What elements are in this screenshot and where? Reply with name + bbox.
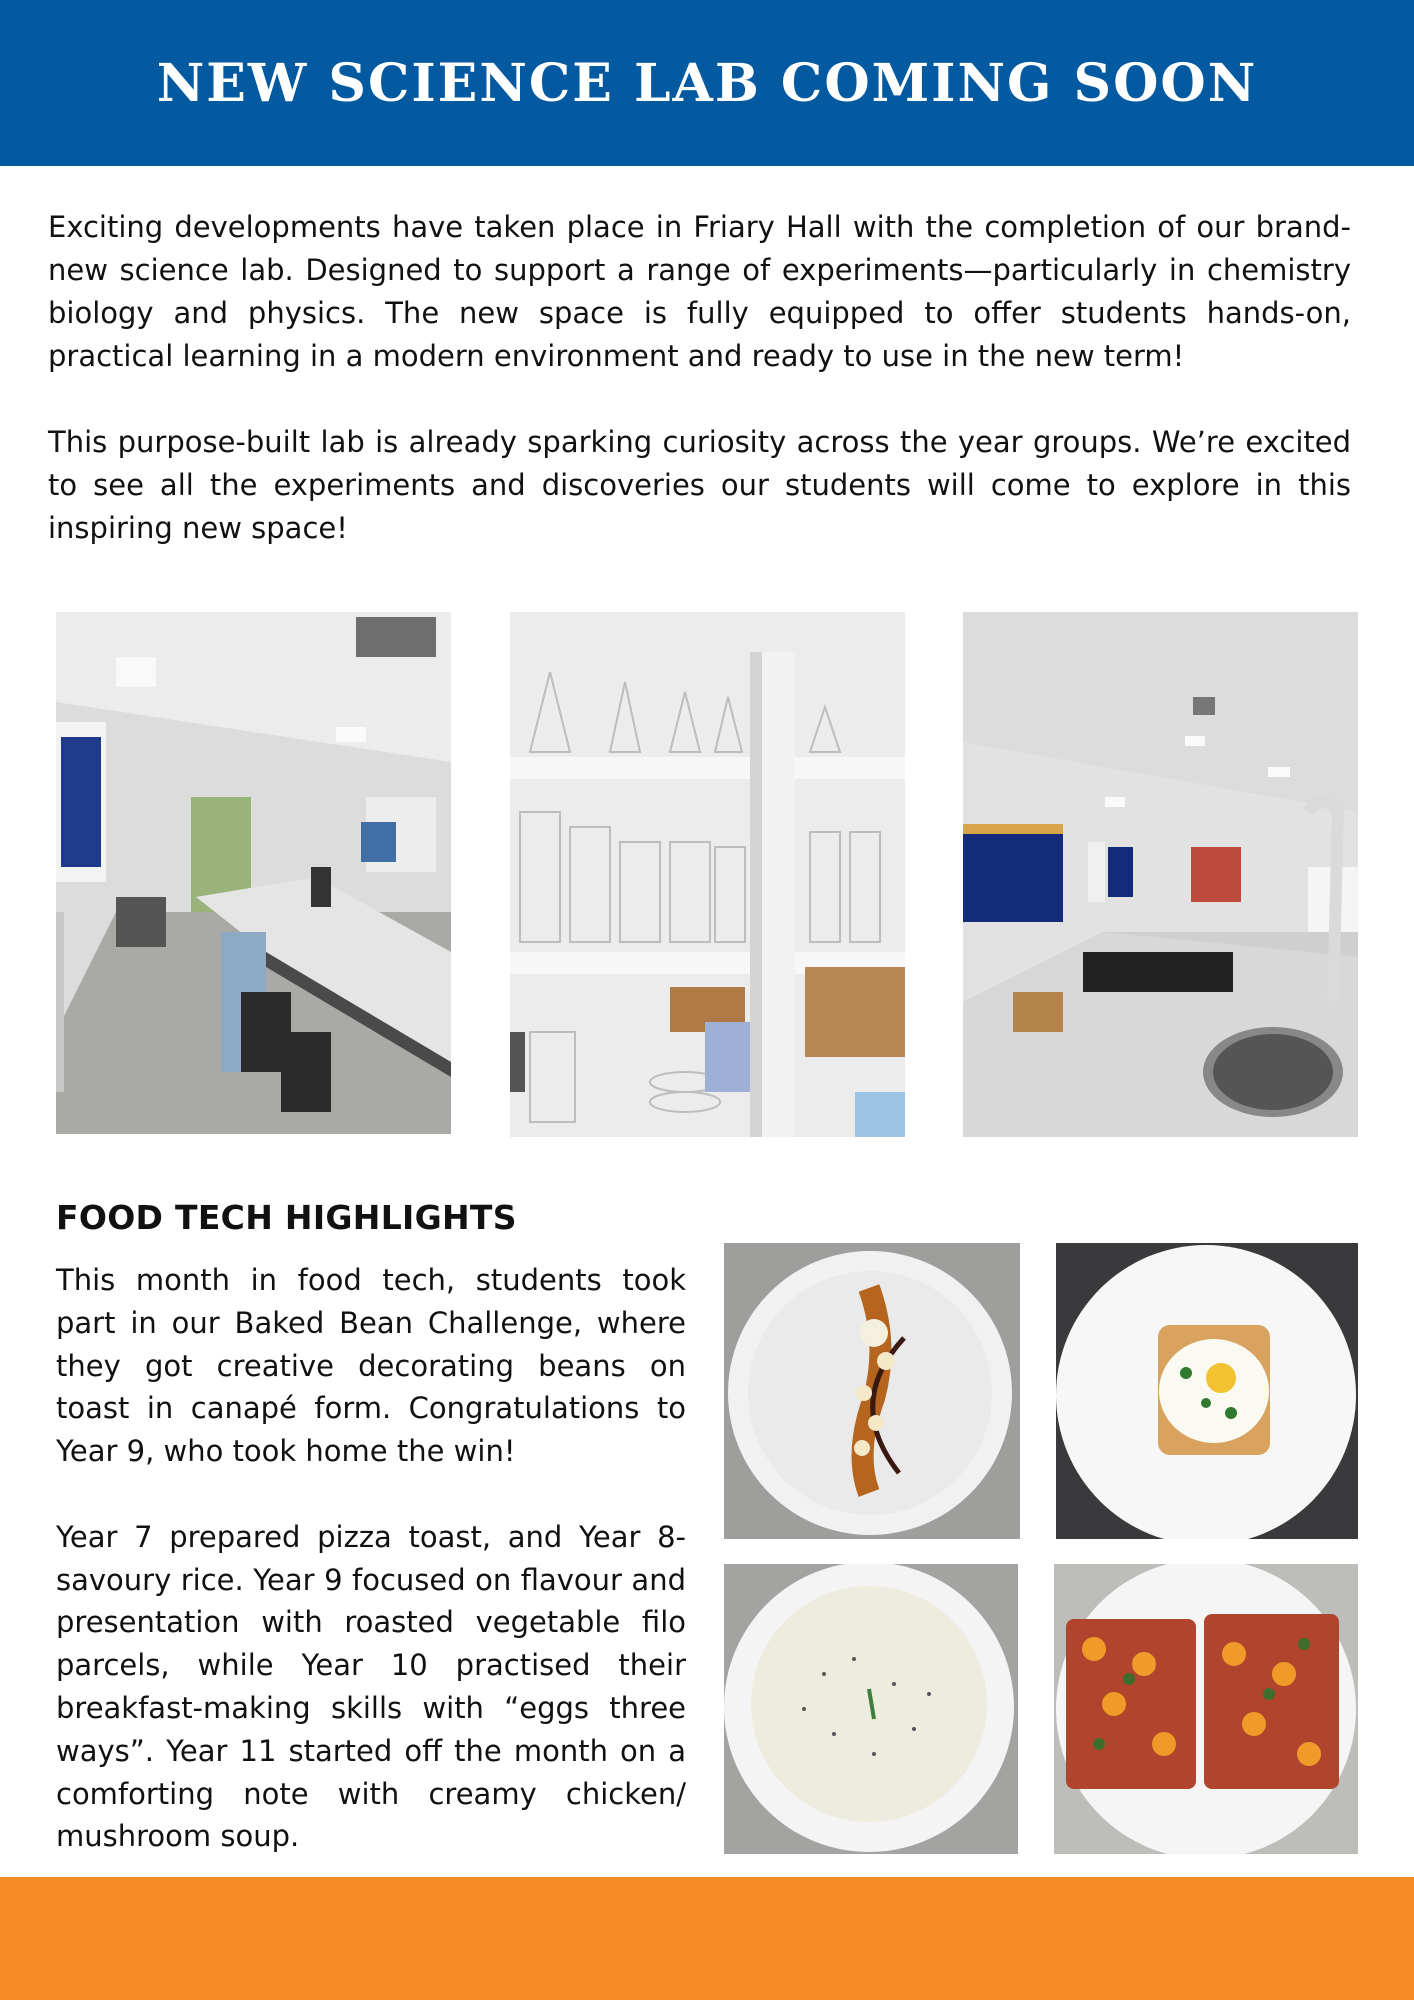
glassware-shelves-photo (510, 612, 905, 1137)
page-title: NEW SCIENCE LAB COMING SOON (156, 52, 1258, 114)
pizza-toast-photo (1054, 1564, 1358, 1854)
food-tech-text (56, 1259, 686, 1901)
intro-text (48, 206, 1351, 593)
food-tech-paragraph-1: This month in food tech, students took part in our Baked Bean Challenge, where they got creative decorating beans on toast in canapé form. Congratulations to Year 9, who took home the win! (56, 1263, 686, 1469)
lab-sink-photo (963, 612, 1358, 1137)
baked-beans-canape-photo (724, 1243, 1020, 1539)
food-tech-paragraph-2: Year 7 prepared pizza toast, and Year 8- savoury rice. Year 9 focused on flavour and presentation with roasted vegetable filo parcels, while Year 10 practised their breakfast-making skills with “eggs three ways”. Year 11 started off the month on a comforting note with creamy chicken/ mushroom soup. (56, 1519, 686, 1854)
intro-paragraph-2: This purpose-built lab is already sparking curiosity across the year groups. We’re excited to see all the experiments and discoveries our students will come to explore in this inspiring new space! (48, 425, 1351, 545)
food-tech-heading: FOOD TECH HIGHLIGHTS (56, 1198, 517, 1237)
footer-bar (0, 1877, 1414, 2000)
egg-on-toast-photo (1056, 1243, 1358, 1539)
intro-paragraph-1: Exciting developments have taken place in Friary Hall with the completion of our brand-new science lab. Designed to support a range of experiments—particularly in chemistry biology and physics. The new space is fully equipped to offer students hands-on, practical learning in a modern environment and ready to use in the new term! (48, 210, 1351, 373)
lab-room-photo (56, 612, 451, 1134)
header-banner (0, 0, 1414, 166)
creamy-soup-photo (724, 1564, 1018, 1854)
